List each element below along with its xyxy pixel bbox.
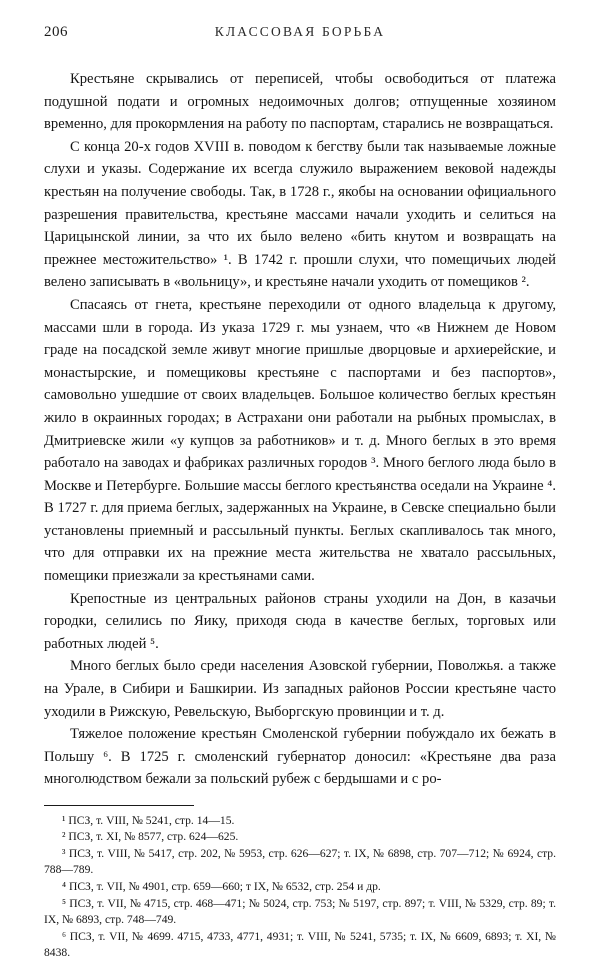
footnote: ⁴ ПСЗ, т. VII, № 4901, стр. 659—660; т IX, № 6532, стр. 254 и др. [62,880,381,894]
page-number: 206 [44,24,68,40]
footnote: ⁵ ПСЗ, т. VII, № 4715, стр. 468—471; № 5024, стр. 753; № 5197, стр. 897; т. VIII, № 5329, стр. 89; т. IX, № 6893, стр. 748—749. [44,896,556,927]
body-text [44,68,556,791]
paragraph: Тяжелое положение крестьян Смоленской губернии побуждало их бежать в Польшу ⁶. В 1725 г. смоленский губернатор доносил: «Крестьяне два раза многолюдством бежали за польский рубеж с бердышами и с ро- [44,726,556,788]
paragraph: Крепостные из центральных районов страны уходили на Дон, в казачьи городки, селились по Яику, приходя сюда в качестве беглых, торговых или работных людей ⁵. [44,590,556,652]
footnote-separator [44,805,194,806]
paragraph: Спасаясь от гнета, крестьяне переходили от одного владельца к другому, массами шли в города. Из указа 1729 г. мы узнаем, что «в Нижнем де Новом граде на посадской земле живут многие пришлые дворцовые и архиерейские, и монастырские, и помещиковы крестьяне с паспортами и без паспортов», самовольно ушедшие от своих владельцев. Большое количество беглых крестьян жило в окраинных городах; в Астрахани они работали на рыбных промыслах, в Дмитриевске жили «у купцов за работников» и т. д. Много беглых в это время работало на заводах и фабриках различных городов ³. Много беглого люда было в Москве и Петербурге. Большие массы беглого крестьянства оседали на Украине ⁴. В 1727 г. для приема беглых, задержанных на Украине, в Севске специально были установлены приемный и рассыльный пункты. Беглых скапливалось так много, что для отправки их на прежние места жительства не хватало рассыльных, помещики приезжали за крестьянами сами. [44,296,556,585]
footnote: ² ПСЗ, т. XI, № 8577, стр. 624—625. [62,830,239,844]
footnotes-section [44,805,556,962]
paragraph: Крестьяне скрывались от переписей, чтобы освободиться от платежа подушной подати и огромных недоимочных долгов; отпущенные хозяином временно, для прокормления на работу по паспортам, старались не возвращаться. [44,71,556,133]
paragraph: С конца 20-х годов XVIII в. поводом к бегству были так называемые ложные слухи и указы. Содержание их всегда служило выражением вековой надежды крестьян на получение свободы. Так, в 1728 г., якобы на основании официального разрешения правительства, крестьяне массами начали уходить и селиться на Царицынской линии, за что их было велено «бить кнутом и возвращать на прежнее местожительство» ¹. В 1742 г. прошли слухи, что помещичьих людей велено записывать в «вольницу», и крестьяне начали уходить от помещиков ². [44,138,556,291]
footnote: ³ ПСЗ, т. VIII, № 5417, стр. 202, № 5953, стр. 626—627; т. IX, № 6898, стр. 707—712; № 6924, стр. 788—789. [44,846,556,877]
footnote: ¹ ПСЗ, т. VIII, № 5241, стр. 14—15. [62,813,235,827]
paragraph: Много беглых было среди населения Азовской губернии, Поволжья. а также на Урале, в Сибири и Башкирии. Из западных районов России крестьяне часто уходили в Рижскую, Ревельскую, Выборгскую провинции и т. д. [44,658,556,720]
chapter-title: КЛАССОВАЯ БОРЬБА [214,24,386,39]
running-head [44,24,556,50]
footnote: ⁶ ПСЗ, т. VII, № 4699. 4715, 4733, 4771, 4931; т. VIII, № 5241, 5735; т. IX, № 6609, 6893; т. XI, № 8438. [44,929,556,960]
